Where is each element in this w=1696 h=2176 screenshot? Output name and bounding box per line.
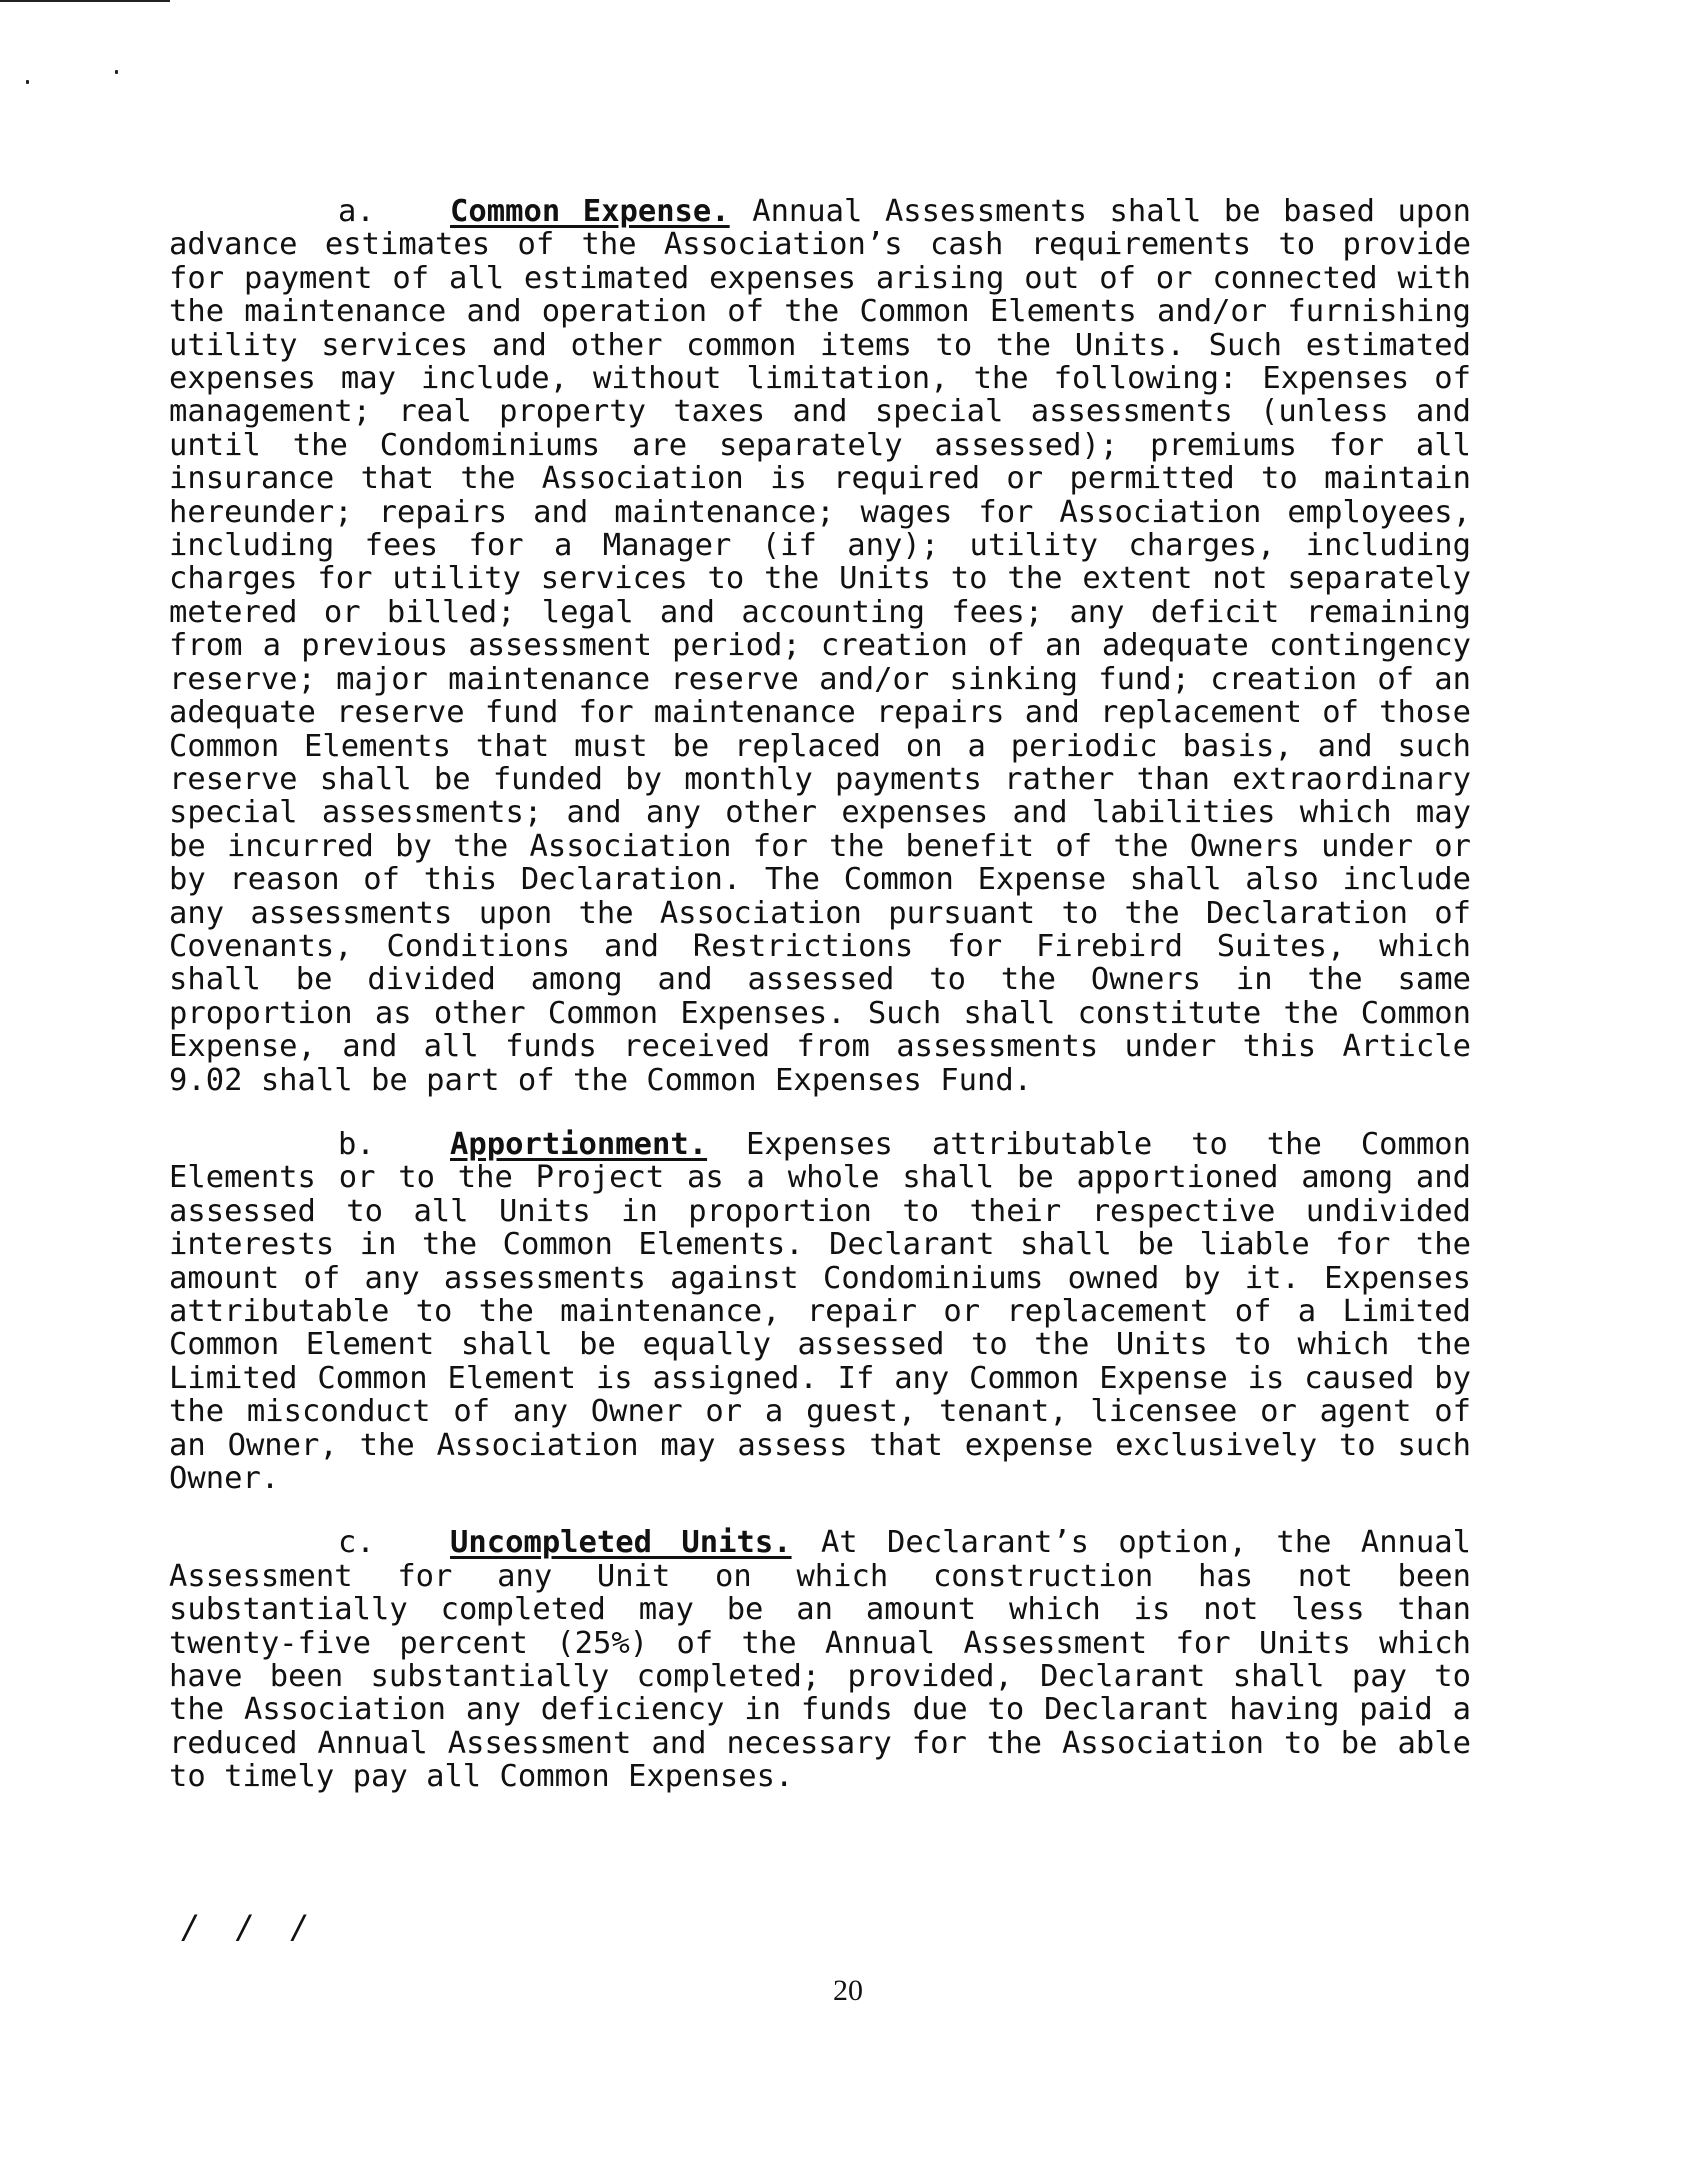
section-heading: Uncompleted Units. bbox=[450, 1525, 792, 1561]
paragraph-text: Annual Assessments shall be based upon advance estimates of the Association’s cash requirements to provide for payment of all estimated expenses arising out of or connected with the maintenance and operation of the Common Elements and/or furnishing utility services and other common items to the Units. Such estimated expenses may include, without limitation, the following: Expenses of management; real property taxes and special assessments (unless and until the Condominiums are separately assessed); premiums for all insurance that the Association is required or permitted to maintain hereunder; repairs and maintenance; wages for Association employees, including fees for a Manager (if any); utility charges, including charges for utility services to the Units to the extent not separately metered or billed; legal and accounting fees; any deficit remaining from a previous assessment period; creation of an adequate contingency reserve; major maintenance reserve and/or sinking fund; creation of an adequate reserve fund for maintenance repairs and replacement of those Common Elements that must be replaced on a periodic basis, and such reserve shall be funded by monthly payments rather than extraordinary special assessments; and any other expenses and labilities which may be incurred by the Association for the benefit of the Owners under or by reason of this Declaration. The Common Expense shall also include any assessments upon the Association pursuant to the Declaration of Covenants, Conditions and Restrictions for Firebird Suites, which shall be divided among and assessed to the Owners in the same proportion as other Common Expenses. Such shall constitute the Common Expense, and all funds received from assessments under this Article 9.02 shall be part of the Common Expenses Fund. bbox=[169, 194, 1471, 1098]
section-heading: Common Expense. bbox=[450, 194, 730, 229]
paragraph-common-expense bbox=[169, 195, 1471, 1097]
section-heading: Apportionment. bbox=[450, 1126, 708, 1162]
scan-edge-mark bbox=[0, 0, 170, 2]
paragraph-marker: a. bbox=[338, 194, 375, 229]
scan-speck bbox=[26, 80, 29, 84]
paragraph-marker: b. bbox=[338, 1126, 375, 1162]
paragraph-apportionment bbox=[169, 1128, 1471, 1495]
scan-speck bbox=[115, 70, 118, 74]
page-number: 20 bbox=[833, 1974, 863, 2007]
paragraph-marker: c. bbox=[338, 1525, 375, 1561]
paragraph-uncompleted-units bbox=[169, 1526, 1471, 1793]
continuation-mark: / / / bbox=[181, 1908, 318, 1946]
paragraph-text: At Declarant’s option, the Annual Assessment for any Unit on which construction has not been substantially completed may be an amount which is not less than twenty-five percent (25%) of the Annual Assessment for Units which have been substantially completed; provided, Declarant shall pay to the Association any deficiency in funds due to Declarant having paid a reduced Annual Assessment and necessary for the Association to be able to timely pay all Common Expenses. bbox=[169, 1525, 1472, 1795]
document-body bbox=[169, 195, 1471, 1794]
paragraph-text: Expenses attributable to the Common Elements or to the Project as a whole shall be apportioned among and assessed to all Units in proportion to their respective undivided interests in the Common Elements. Declarant shall be liable for the amount of any assessments against Condominiums owned by it. Expenses attributable to the maintenance, repair or replacement of a Limited Common Element shall be equally assessed to the Units to which the Limited Common Element is assigned. If any Common Expense is caused by the misconduct of any Owner or a guest, tenant, licensee or agent of an Owner, the Association may assess that expense exclusively to such Owner. bbox=[169, 1126, 1471, 1497]
